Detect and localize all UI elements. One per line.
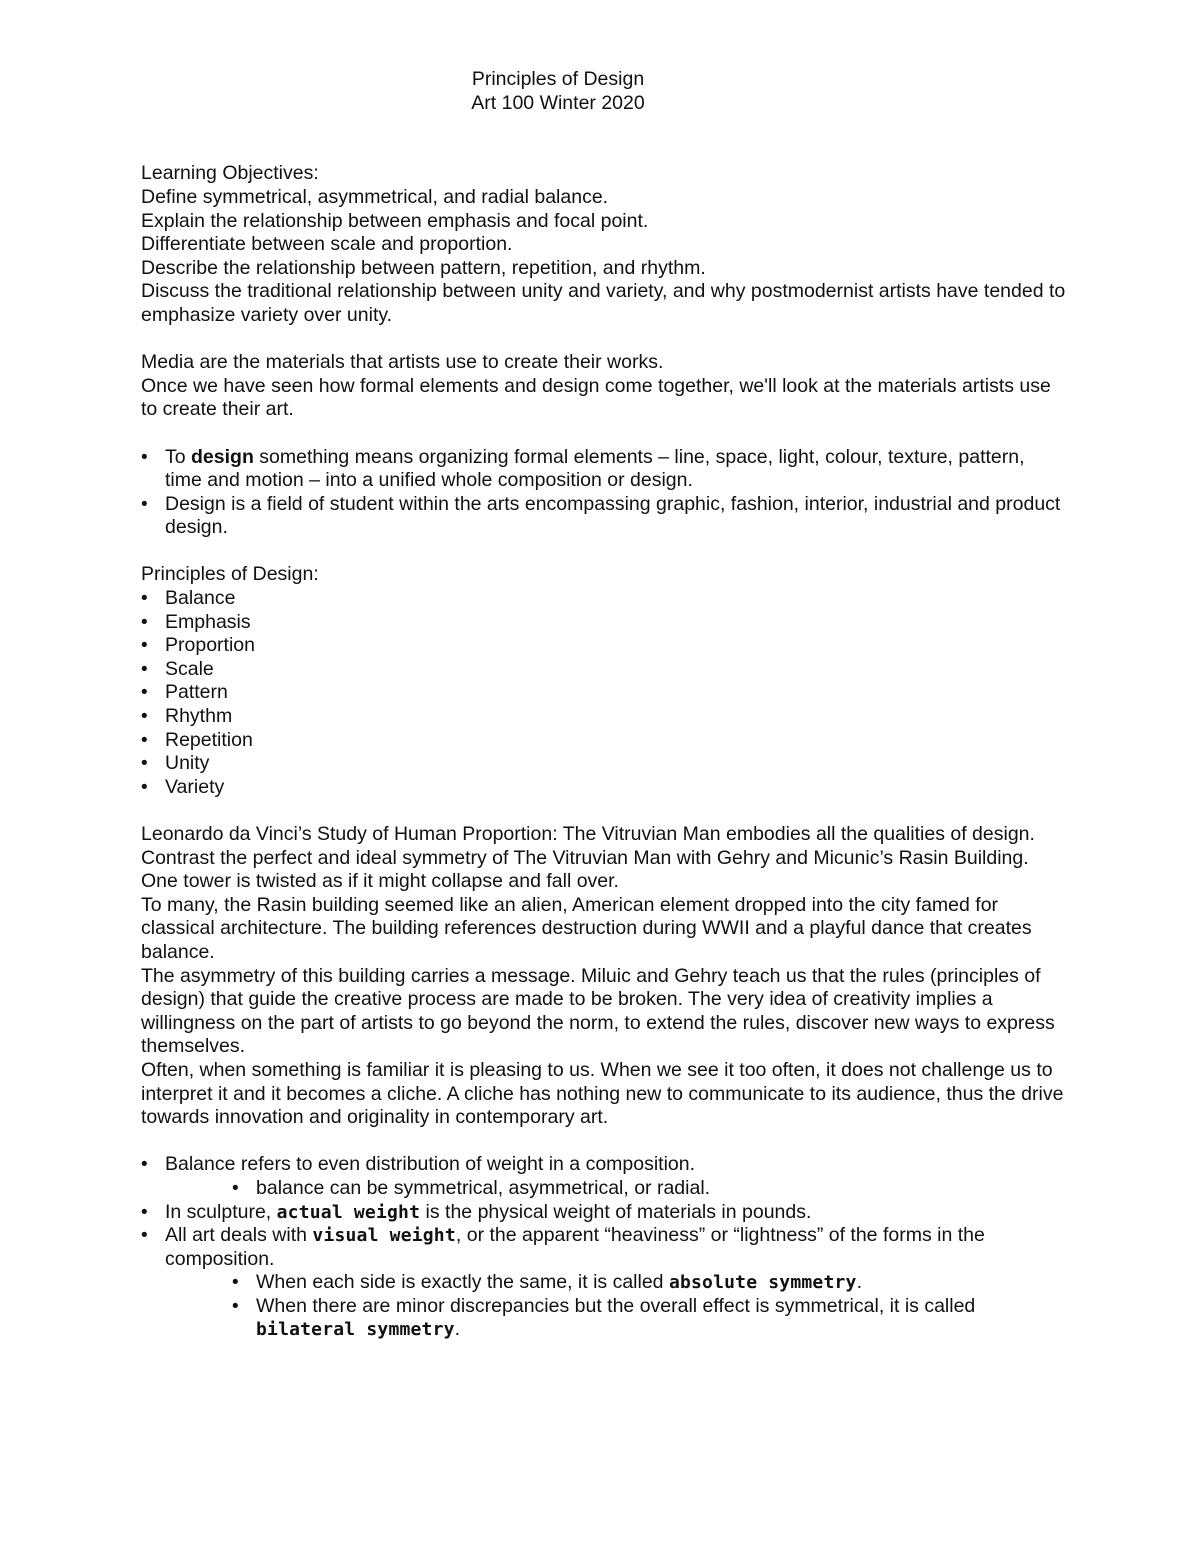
balance-list xyxy=(141,1153,1066,1342)
sub-bullet-list xyxy=(165,1177,1066,1201)
principle-item: • Repetition xyxy=(141,729,1066,753)
media-paragraph: Once we have seen how formal elements and design come together, we'll look at the materials artists use to create their art. xyxy=(141,374,1051,421)
spacer xyxy=(141,422,1066,446)
text-run: When each side is exactly the same, it is called xyxy=(256,1271,669,1294)
principle-item: • Scale xyxy=(141,658,1066,682)
sub-bullet-item: • balance can be symmetrical, asymmetrical, or radial. xyxy=(232,1177,1066,1201)
body-paragraph: One tower is twisted as if it might collapse and fall over. xyxy=(141,870,619,893)
design-bullet-list xyxy=(141,446,1066,540)
principle-item: • Emphasis xyxy=(141,611,1066,635)
sub-bullet-item xyxy=(232,1271,1066,1295)
spacer xyxy=(141,799,1066,823)
objective-item: Explain the relationship between emphasis and focal point. xyxy=(141,209,649,232)
bullet-item xyxy=(141,1201,1066,1225)
objective-item: Discuss the traditional relationship between unity and variety, and why postmodernist artists have tended to emphasize variety over unity. xyxy=(141,280,1066,326)
text-run: In sculpture, xyxy=(165,1200,277,1223)
objective-item: Differentiate between scale and proportion. xyxy=(141,233,513,256)
principles-list xyxy=(141,587,1066,799)
principle-item: • Balance xyxy=(141,587,1066,611)
principle-item: • Rhythm xyxy=(141,705,1066,729)
body-paragraph: Leonardo da Vinci’s Study of Human Proportion: The Vitruvian Man embodies all the qualities of design. xyxy=(141,823,1035,845)
spacer xyxy=(141,1130,1066,1154)
objectives-heading: Learning Objectives: xyxy=(141,162,319,185)
text-run: All art deals with xyxy=(165,1224,313,1247)
document-header xyxy=(0,68,1116,115)
media-section xyxy=(141,351,1066,422)
text-run: . xyxy=(856,1271,862,1294)
bullet-item xyxy=(141,446,1066,493)
spacer xyxy=(141,115,1066,139)
bold-term: bilateral symmetry xyxy=(256,1319,455,1341)
text-run: Balance refers to even distribution of weight in a composition. xyxy=(165,1153,696,1176)
objective-item: Define symmetrical, asymmetrical, and radial balance. xyxy=(141,185,609,208)
sub-bullet-item xyxy=(232,1295,1066,1342)
document-title: Principles of Design xyxy=(471,68,645,90)
vitruvian-section xyxy=(141,823,1066,1130)
bullet-item xyxy=(141,1224,1066,1342)
principle-item: • Proportion xyxy=(141,634,1066,658)
text-run: When there are minor discrepancies but the overall effect is symmetrical, it is called xyxy=(256,1294,976,1317)
text-run: something means organizing formal elements – line, space, light, colour, texture, pattern, time and motion – into a unified whole composition or design. xyxy=(165,445,1025,492)
body-paragraph: Often, when something is familiar it is pleasing to us. When we see it too often, it does not challenge us to interpret it and it becomes a cliche. A cliche has nothing new to communicate to its audience, thus the drive towards innovation and originality in contemporary art. xyxy=(141,1058,1064,1129)
principle-item: • Variety xyxy=(141,776,1066,800)
principle-item: • Pattern xyxy=(141,681,1066,705)
document-page xyxy=(141,68,1066,1342)
body-paragraph: To many, the Rasin building seemed like an alien, American element dropped into the city famed for classical architecture. The building references destruction during WWII and a playful dance that creates balance. xyxy=(141,893,1032,963)
text-run: . xyxy=(454,1318,461,1341)
sub-bullet-list xyxy=(165,1271,1066,1342)
bold-term: actual weight xyxy=(276,1201,421,1223)
bold-term: design xyxy=(191,445,254,468)
course-subtitle: Art 100 Winter 2020 xyxy=(471,91,645,114)
principles-heading: Principles of Design: xyxy=(141,563,319,586)
body-paragraph: Contrast the perfect and ideal symmetry of The Vitruvian Man with Gehry and Micunic’s Rasin Building. xyxy=(141,846,1029,869)
principle-item: • Unity xyxy=(141,752,1066,776)
text-run: , or the apparent “heaviness” or “lightness” of the forms in the composition. xyxy=(165,1224,985,1270)
text-run: is the physical weight of materials in pounds. xyxy=(420,1200,812,1223)
learning-objectives xyxy=(141,162,1066,327)
bullet-item xyxy=(141,1153,1066,1200)
body-paragraph: The asymmetry of this building carries a message. Miluic and Gehry teach us that the rules (principles of design) that guide the creative process are made to be broken. The very idea of creativity implies a willingness on the part of artists to go beyond the norm, to extend the rules, discover new ways to express themselves. xyxy=(141,964,1055,1058)
media-paragraph: Media are the materials that artists use to create their works. xyxy=(141,351,664,374)
spacer xyxy=(141,540,1066,564)
bullet-item: • Design is a field of student within the arts encompassing graphic, fashion, interior, industrial and product design. xyxy=(141,493,1066,540)
principles-section xyxy=(141,563,1066,799)
text-run: To xyxy=(165,445,192,468)
spacer xyxy=(141,139,1066,163)
spacer xyxy=(141,328,1066,352)
bold-term: visual weight xyxy=(312,1225,456,1247)
objective-item: Describe the relationship between pattern, repetition, and rhythm. xyxy=(141,256,706,279)
bold-term: absolute symmetry xyxy=(668,1272,857,1294)
